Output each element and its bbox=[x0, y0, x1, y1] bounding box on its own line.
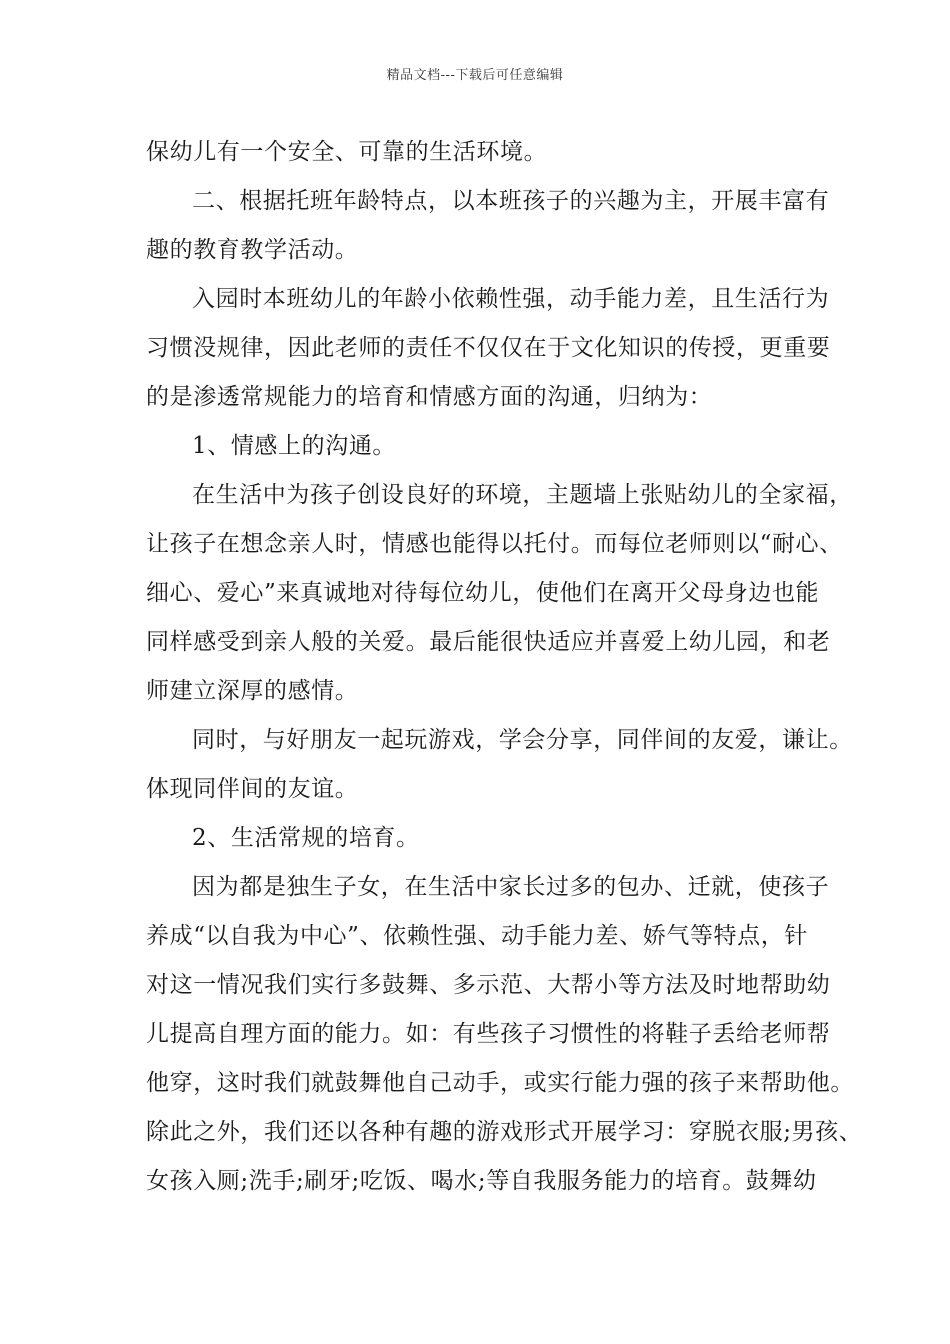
paragraph-start: 入园时本班幼儿的年龄小依赖性强，动手能力差，且生活行为 bbox=[192, 286, 830, 312]
page-header: 精品文档---下载后可任意编辑 bbox=[386, 68, 564, 83]
section-heading: 二、根据托班年龄特点，以本班孩子的兴趣为主，开展丰富有 bbox=[192, 188, 830, 214]
text-line: 女孩入厕;洗手;刷牙;吃饭、喝水;等自我服务能力的培育。鼓舞幼 bbox=[146, 1168, 817, 1194]
paragraph-start: 因为都是独生子女，在生活中家长过多的包办、迁就，使孩子 bbox=[192, 874, 830, 900]
paragraph-start: 同时，与好朋友一起玩游戏，学会分享，同伴间的友爱，谦让。 bbox=[192, 727, 853, 753]
subsection-heading: 1、情感上的沟通。 bbox=[192, 433, 397, 459]
text-line: 保幼儿有一个安全、可靠的生活环境。 bbox=[146, 139, 548, 165]
text-line: 让孩子在想念亲人时，情感也能得以托付。而每位老师则以“耐心、 bbox=[146, 531, 843, 557]
paragraph-start: 在生活中为孩子创设良好的环境，主题墙上张贴幼儿的全家福， bbox=[192, 482, 853, 508]
text-line: 师建立深厚的感情。 bbox=[146, 678, 359, 704]
text-line: 对这一情况我们实行多鼓舞、多示范、大帮小等方法及时地帮助幼 bbox=[146, 972, 831, 998]
text-line: 趣的教育教学活动。 bbox=[146, 237, 359, 263]
text-line: 习惯没规律，因此老师的责任不仅仅在于文化知识的传授，更重要 bbox=[146, 335, 831, 361]
text-line: 体现同伴间的友谊。 bbox=[146, 776, 359, 802]
text-line: 除此之外，我们还以各种有趣的游戏形式开展学习：穿脱衣服;男孩、 bbox=[146, 1119, 863, 1145]
text-line: 的是渗透常规能力的培育和情感方面的沟通，归纳为： bbox=[146, 384, 713, 410]
text-line: 儿提高自理方面的能力。如：有些孩子习惯性的将鞋子丢给老师帮 bbox=[146, 1021, 831, 1047]
text-line: 他穿，这时我们就鼓舞他自己动手，或实行能力强的孩子来帮助他。 bbox=[146, 1070, 854, 1096]
text-line: 同样感受到亲人般的关爱。最后能很快适应并喜爱上幼儿园，和老 bbox=[146, 629, 831, 655]
text-line: 养成“以自我为中心”、依赖性强、动手能力差、娇气等特点，针 bbox=[146, 923, 808, 949]
text-line: 细心、爱心”来真诚地对待每位幼儿，使他们在离开父母身边也能 bbox=[146, 580, 820, 606]
subsection-heading: 2、生活常规的培育。 bbox=[192, 825, 420, 851]
document-body bbox=[146, 128, 863, 1206]
